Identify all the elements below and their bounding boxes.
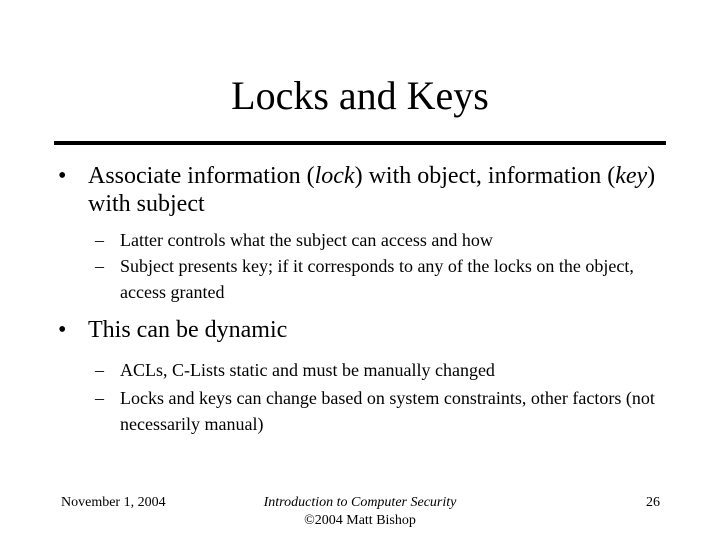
slide-title: Locks and Keys	[231, 73, 489, 118]
sub-bullet-item	[58, 357, 666, 383]
sub-bullet-mark: –	[95, 230, 104, 250]
footer-copyright: ©2004 Matt Bishop	[304, 513, 416, 528]
sub-bullet-item	[58, 385, 666, 437]
footer-course-info	[210, 494, 510, 530]
sub-bullet-text: Latter controls what the subject can access and how	[120, 230, 493, 250]
bullet-mark: •	[58, 163, 67, 189]
bullet-text-part: ) with subject	[88, 163, 656, 217]
bullet-text-emphasis: lock	[314, 163, 355, 189]
bullet-text-part: Associate information (	[88, 163, 315, 189]
bullet-text-part: ) with object, information (	[354, 163, 616, 189]
footer-date: November 1, 2004	[61, 495, 166, 510]
sub-bullet-text: Locks and keys can change based on system constraints, other factors (not necessarily manual)	[120, 388, 655, 434]
slide-body	[58, 162, 666, 437]
sub-bullet-text: Subject presents key; if it corresponds to any of the locks on the object, access granted	[120, 256, 634, 302]
sub-bullet-text: ACLs, C-Lists static and must be manually changed	[120, 360, 495, 380]
footer-course-title: Introduction to Computer Security	[263, 495, 457, 510]
bullet-item	[58, 162, 666, 218]
sub-bullet-mark: –	[95, 388, 104, 408]
sub-bullet-mark: –	[95, 360, 104, 380]
title-divider	[54, 141, 666, 145]
bullet-text-emphasis: key	[615, 163, 648, 189]
sub-bullet-item	[58, 227, 666, 253]
page-number: 26	[646, 495, 660, 510]
bullet-text: This can be dynamic	[88, 317, 288, 343]
sub-bullet-item	[58, 253, 666, 305]
sub-bullet-mark: –	[95, 256, 104, 276]
bullet-mark: •	[58, 317, 67, 343]
bullet-item	[58, 316, 666, 344]
